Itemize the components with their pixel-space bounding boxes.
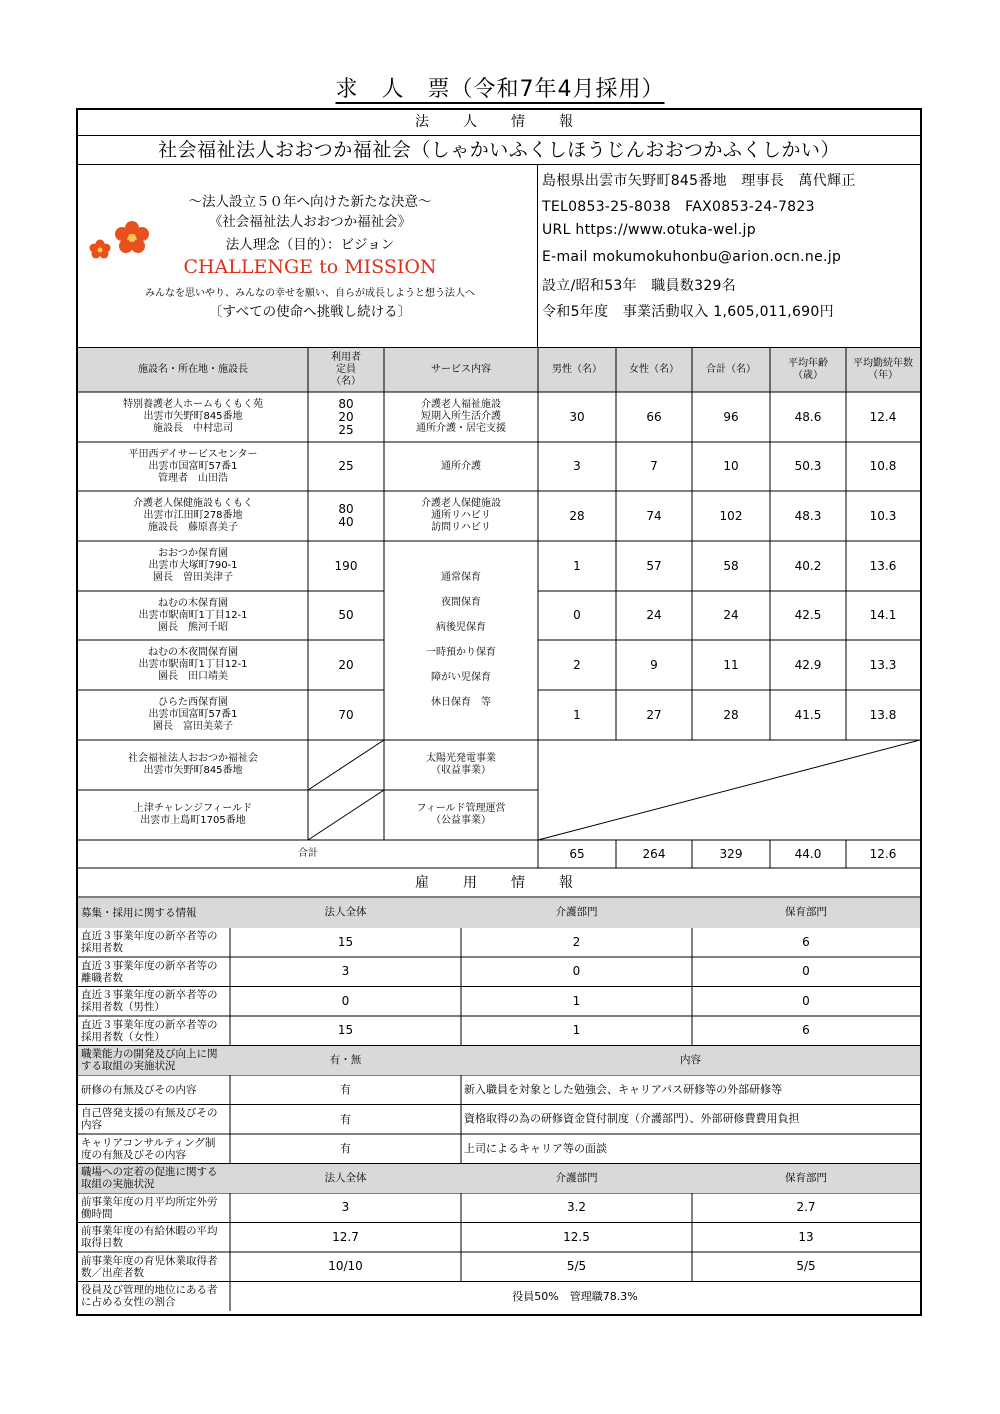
women-ratio-label: 役員及び管理的地位にある者 に占める女性の割合 <box>81 1284 218 1309</box>
facility-tenure: 13.8 <box>869 707 897 722</box>
facility-capacity: 25 <box>338 459 354 473</box>
facility-service: 介護老人保健施設 通所リハビリ 訪問リハビリ <box>421 498 501 533</box>
emp-value: 2.7 <box>796 1200 816 1215</box>
facility-male: 28 <box>569 508 585 523</box>
facility-age: 50.3 <box>794 459 822 473</box>
extra-business-name: 社会福祉法人おおつか福祉会 出雲市矢野町845番地 <box>128 753 258 776</box>
total-total: 329 <box>719 846 743 861</box>
emp-value: 12.7 <box>332 1229 359 1244</box>
employment-section-header: 雇 用 情 報 <box>415 875 583 891</box>
extra-business-service: フィールド管理運営 （公益事業） <box>416 803 506 826</box>
facility-age: 40.2 <box>794 558 822 573</box>
total-tenure: 12.6 <box>869 846 897 861</box>
emp-value: 2 <box>572 934 581 949</box>
emp-value: 3 <box>341 964 350 979</box>
emp-content: 資格取得の為の研修資金貸付制度（介護部門）、外部研修費費用負担 <box>464 1112 800 1126</box>
facility-tenure: 13.6 <box>869 558 897 573</box>
facility-age: 48.6 <box>794 409 822 424</box>
address: 島根県出雲市矢野町845番地 理事長 萬代輝正 <box>542 173 856 189</box>
org-name: 社会福祉法人おおつか福祉会（しゃかいふくしほうじんおおつかふくしかい） <box>157 138 841 161</box>
facility-male: 0 <box>573 608 581 622</box>
facility-capacity: 80 40 <box>338 502 354 529</box>
emp-col-header: 介護部門 <box>555 1171 598 1184</box>
emp-value: 0 <box>572 964 581 979</box>
total-label: 合計 <box>298 848 318 859</box>
facility-female: 24 <box>646 608 662 622</box>
established-staff: 設立/昭和53年 職員数329名 <box>542 278 737 294</box>
facility-male: 3 <box>573 459 581 473</box>
facility-total: 58 <box>723 558 739 573</box>
emp-row-label: キャリアコンサルティング制 度の有無及びその内容 <box>81 1136 216 1161</box>
facility-name: おおつか保育園 出雲市大塚町790-1 園長 曽田美津子 <box>148 548 238 583</box>
nursery-service-item: 一時預かり保育 <box>426 647 496 658</box>
facility-total: 10 <box>723 459 739 473</box>
facility-total: 11 <box>723 657 739 672</box>
nursery-service-item: 病後児保育 <box>436 622 486 633</box>
facility-col-header: 施設名・所在地・施設長 <box>138 364 248 375</box>
emp-value: 5/5 <box>796 1259 816 1274</box>
emp-yes-no: 有 <box>340 1142 351 1156</box>
corp-section-header: 法 人 情 報 <box>415 113 583 130</box>
facility-col-header: 利用者 定員 （名） <box>331 352 361 387</box>
emp-content: 上司によるキャリア等の面談 <box>464 1141 607 1155</box>
emp-col-header: 有・無 <box>329 1053 362 1066</box>
facility-col-header: 平均勤続年数 （年） <box>853 358 913 381</box>
emp-row-label: 前事業年度の有給休暇の平均 取得日数 <box>81 1225 218 1250</box>
nursery-service-item: 休日保育 等 <box>431 697 491 708</box>
facility-total: 24 <box>723 608 739 622</box>
emp-col-header: 法人全体 <box>324 1171 367 1184</box>
facility-capacity: 20 <box>338 657 354 672</box>
extra-business-name: 上津チャレンジフィールド 出雲市上島町1705番地 <box>133 803 253 826</box>
emp-value: 10/10 <box>328 1259 363 1274</box>
facility-age: 42.9 <box>794 657 822 672</box>
facility-female: 9 <box>650 657 658 672</box>
slogan-line1: ～法人設立５０年へ向けた新たな決意～ <box>188 194 432 210</box>
facility-female: 27 <box>646 707 662 722</box>
slogan-line4: みんなを思いやり、みんなの幸せを願い、自らが成長しようと想う法人へ <box>145 288 475 299</box>
slogan-line3: 法人理念（目的）：ビジョン <box>225 237 395 253</box>
facility-female: 7 <box>650 459 658 473</box>
facility-tenure: 10.8 <box>869 459 897 473</box>
facility-col-header: 女性（名） <box>629 364 679 375</box>
emp-row-label: 直近３事業年度の新卒者等の 採用者数（男性） <box>81 989 218 1014</box>
facility-female: 66 <box>646 409 662 424</box>
tel-fax: TEL0853-25-8038 FAX0853-24-7823 <box>542 199 815 215</box>
emp-value: 3 <box>341 1200 350 1215</box>
emp-value: 3.2 <box>566 1200 587 1215</box>
facility-age: 42.5 <box>794 608 822 622</box>
revenue: 令和5年度 事業活動収入 1,605,011,690円 <box>542 304 834 320</box>
emp-value: 0 <box>341 993 350 1008</box>
facility-age: 48.3 <box>794 508 822 523</box>
facility-total: 28 <box>723 707 739 722</box>
facility-col-header: 平均年齢 （歳） <box>788 358 828 381</box>
emp-row-label: 研修の有無及びその内容 <box>81 1083 197 1096</box>
total-age: 44.0 <box>794 846 822 861</box>
page-title: 求 人 票（令和7年4月採用） <box>335 77 665 102</box>
facility-total: 96 <box>723 409 739 424</box>
emp-value: 13 <box>798 1229 814 1244</box>
facility-col-header: サービス内容 <box>431 364 491 375</box>
emp-col-header: 募集・採用に関する情報 <box>81 906 197 919</box>
emp-value: 6 <box>802 934 810 949</box>
emp-row-label: 前事業年度の育児休業取得者 数／出産者数 <box>81 1254 218 1279</box>
facility-total: 102 <box>719 508 743 523</box>
emp-row-label: 直近３事業年度の新卒者等の 離職者数 <box>81 959 218 984</box>
facility-female: 74 <box>646 508 662 523</box>
emp-value: 15 <box>337 1023 354 1038</box>
emp-value: 12.5 <box>563 1229 590 1244</box>
total-female: 264 <box>642 846 666 861</box>
emp-yes-no: 有 <box>340 1112 351 1126</box>
facility-name: ねむの木夜間保育園 出雲市駅南町1丁目12-1 園長 田口靖美 <box>138 647 248 682</box>
facility-capacity: 70 <box>338 707 354 722</box>
extra-business-service: 太陽光発電事業 （収益事業） <box>426 753 496 776</box>
facility-age: 41.5 <box>794 707 822 722</box>
nursery-service-item: 通常保育 <box>441 572 481 583</box>
emp-col-header: 介護部門 <box>555 906 598 919</box>
facility-tenure: 13.3 <box>869 657 897 672</box>
emp-col-header: 保育部門 <box>785 906 827 919</box>
emp-row-label: 直近３事業年度の新卒者等の 採用者数 <box>81 930 218 955</box>
facility-female: 57 <box>646 558 662 573</box>
emp-row-label: 前事業年度の月平均所定外労 働時間 <box>81 1195 218 1220</box>
facility-service: 通所介護 <box>441 460 481 472</box>
facility-name: 特別養護老人ホームもくもく苑 出雲市矢野町845番地 施設長 中村忠司 <box>123 399 263 434</box>
facility-name: 平田西デイサービスセンター 出雲市国富町57番1 管理者 山田浩 <box>128 448 258 484</box>
facility-col-header: 男性（名） <box>552 364 602 375</box>
facility-capacity: 50 <box>338 608 354 622</box>
facility-tenure: 12.4 <box>869 409 897 424</box>
emp-yes-no: 有 <box>340 1083 351 1097</box>
facility-name: 介護老人保健施設もくもく 出雲市江田町278番地 施設長 藤原喜美子 <box>133 498 253 533</box>
emp-value: 6 <box>802 1023 810 1038</box>
total-male: 65 <box>569 846 585 861</box>
website-url[interactable]: URL https://www.otuka-wel.jp <box>542 222 756 238</box>
emp-col-header: 法人全体 <box>324 906 367 919</box>
emp-col-header: 職場への定着の促進に関する 取組の実施状況 <box>81 1166 218 1191</box>
slogan-line5: 〔すべての使命へ挑戦し続ける〕 <box>208 304 412 320</box>
emp-value: 0 <box>802 993 810 1008</box>
nursery-service-item: 夜間保育 <box>441 597 481 608</box>
women-ratio-value: 役員50% 管理職78.3% <box>512 1289 638 1303</box>
emp-value: 1 <box>572 993 581 1008</box>
emp-row-label: 自己啓発支援の有無及びその 内容 <box>81 1107 218 1132</box>
slogan-line2: 《社会福祉法人おおつか福祉会》 <box>208 214 412 230</box>
facility-capacity: 80 20 25 <box>338 396 354 437</box>
mission-statement: CHALLENGE to MISSION <box>183 256 437 278</box>
emp-value: 1 <box>572 1023 581 1038</box>
facility-male: 1 <box>573 707 581 722</box>
facility-male: 1 <box>573 558 581 573</box>
facility-col-header: 合計（名） <box>706 364 756 375</box>
emp-value: 0 <box>802 964 810 979</box>
emp-row-label: 直近３事業年度の新卒者等の 採用者数（女性） <box>81 1018 218 1043</box>
emp-value: 5/5 <box>566 1259 587 1274</box>
emp-col-header: 職業能力の開発及び向上に関 する取組の実施状況 <box>81 1048 218 1073</box>
facility-service: 介護老人福祉施設 短期入所生活介護 通所介護・居宅支援 <box>416 399 506 434</box>
facility-name: ひらた西保育園 出雲市国富町57番1 園長 富田美菜子 <box>148 697 238 732</box>
facility-male: 2 <box>573 657 581 672</box>
nursery-service-item: 障がい児保育 <box>431 672 491 683</box>
facility-male: 30 <box>569 409 585 424</box>
emp-col-header: 内容 <box>680 1053 701 1066</box>
email[interactable]: E-mail mokumokuhonbu@arion.ocn.ne.jp <box>542 249 842 265</box>
emp-value: 15 <box>337 934 354 949</box>
facility-tenure: 10.3 <box>869 508 897 523</box>
emp-col-header: 保育部門 <box>785 1171 827 1184</box>
facility-tenure: 14.1 <box>869 608 897 622</box>
facility-name: ねむの木保育園 出雲市駅南町1丁目12-1 園長 熊河千昭 <box>138 597 248 633</box>
emp-content: 新入職員を対象とした勉強会、キャリアパス研修等の外部研修等 <box>464 1082 783 1096</box>
facility-capacity: 190 <box>334 558 358 573</box>
